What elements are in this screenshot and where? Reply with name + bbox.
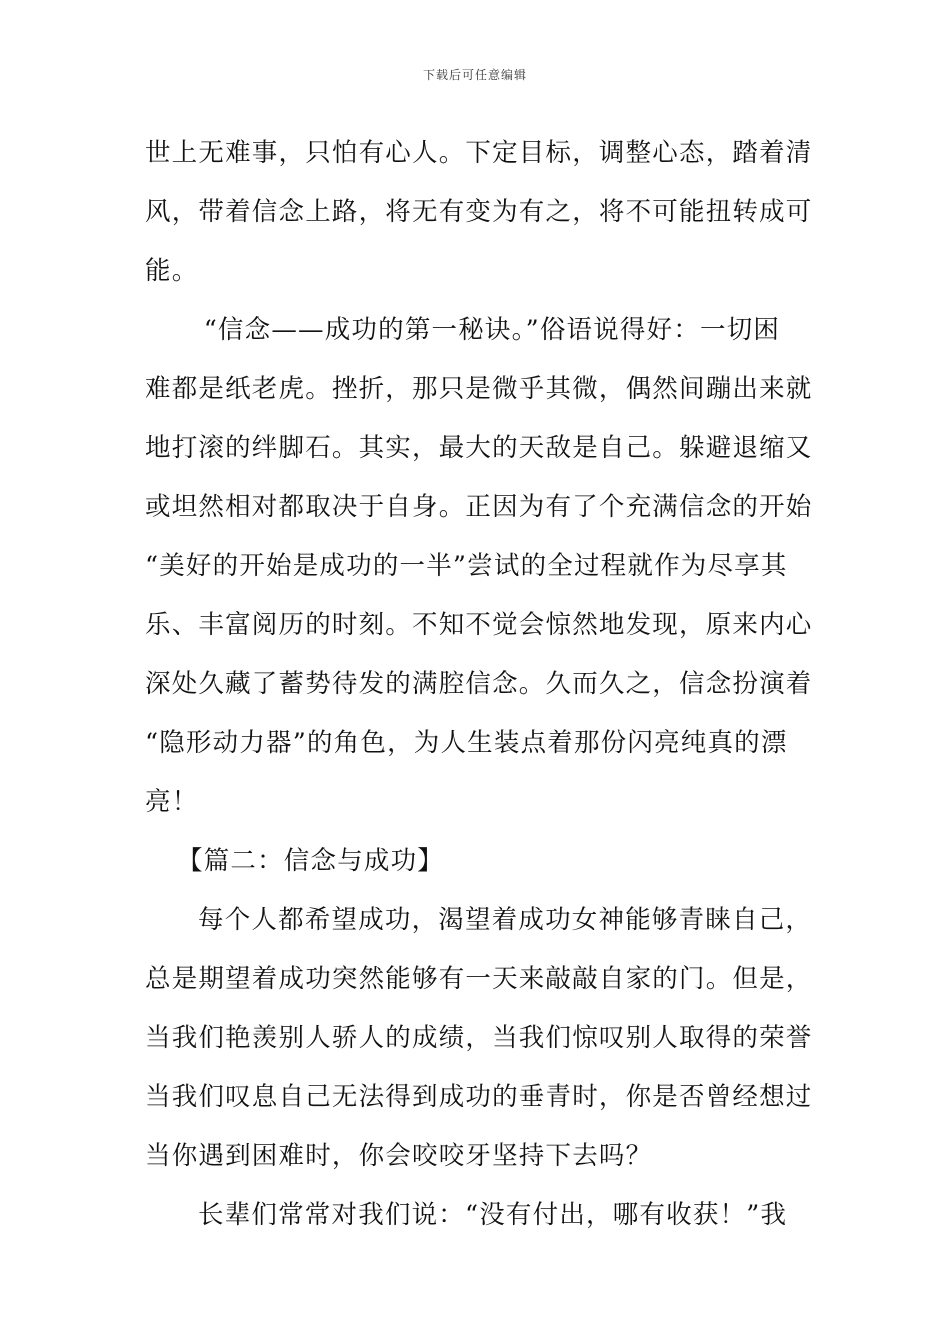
section-heading: 【篇二：信念与成功】 <box>177 846 445 876</box>
text-line: 能。 <box>145 256 199 286</box>
text-line: 亮！ <box>145 787 199 817</box>
text-line: 世上无难事，只怕有心人。下定目标，调整心态，踏着清 <box>145 138 813 168</box>
text-line: 乐、丰富阅历的时刻。不知不觉会惊然地发现，原来内心 <box>145 610 813 640</box>
text-line: “隐形动力器”的角色，为人生装点着那份闪亮纯真的漂 <box>145 728 788 758</box>
text-line: 总是期望着成功突然能够有一天来敲敲自家的门。但是， <box>145 964 813 994</box>
text-line: “美好的开始是成功的一半”尝试的全过程就作为尽享其 <box>145 551 788 581</box>
text-line: 或坦然相对都取决于自身。正因为有了个充满信念的开始 <box>145 492 813 522</box>
text-line: 当我们艳羡别人骄人的成绩，当我们惊叹别人取得的荣誉 <box>145 1023 813 1053</box>
text-line: 长辈们常常对我们说：“没有付出，哪有收获！”我 <box>198 1200 788 1230</box>
text-line: 每个人都希望成功，渴望着成功女神能够青睐自己， <box>198 905 813 935</box>
text-line: 难都是纸老虎。挫折，那只是微乎其微，偶然间蹦出来就 <box>145 374 813 404</box>
text-line: 深处久藏了蓄势待发的满腔信念。久而久之，信念扮演着 <box>145 669 813 699</box>
text-line: 地打滚的绊脚石。其实，最大的天敌是自己。躲避退缩又 <box>145 433 813 463</box>
text-line: 当你遇到困难时，你会咬咬牙坚持下去吗？ <box>145 1141 653 1171</box>
page-header: 下载后可任意编辑 <box>422 68 527 82</box>
text-line: 当我们叹息自己无法得到成功的垂青时，你是否曾经想过 <box>145 1082 813 1112</box>
text-line: 风，带着信念上路，将无有变为有之，将不可能扭转成可 <box>145 197 813 227</box>
text-line: “信念——成功的第一秘诀。”俗语说得好：一切困 <box>177 315 781 345</box>
